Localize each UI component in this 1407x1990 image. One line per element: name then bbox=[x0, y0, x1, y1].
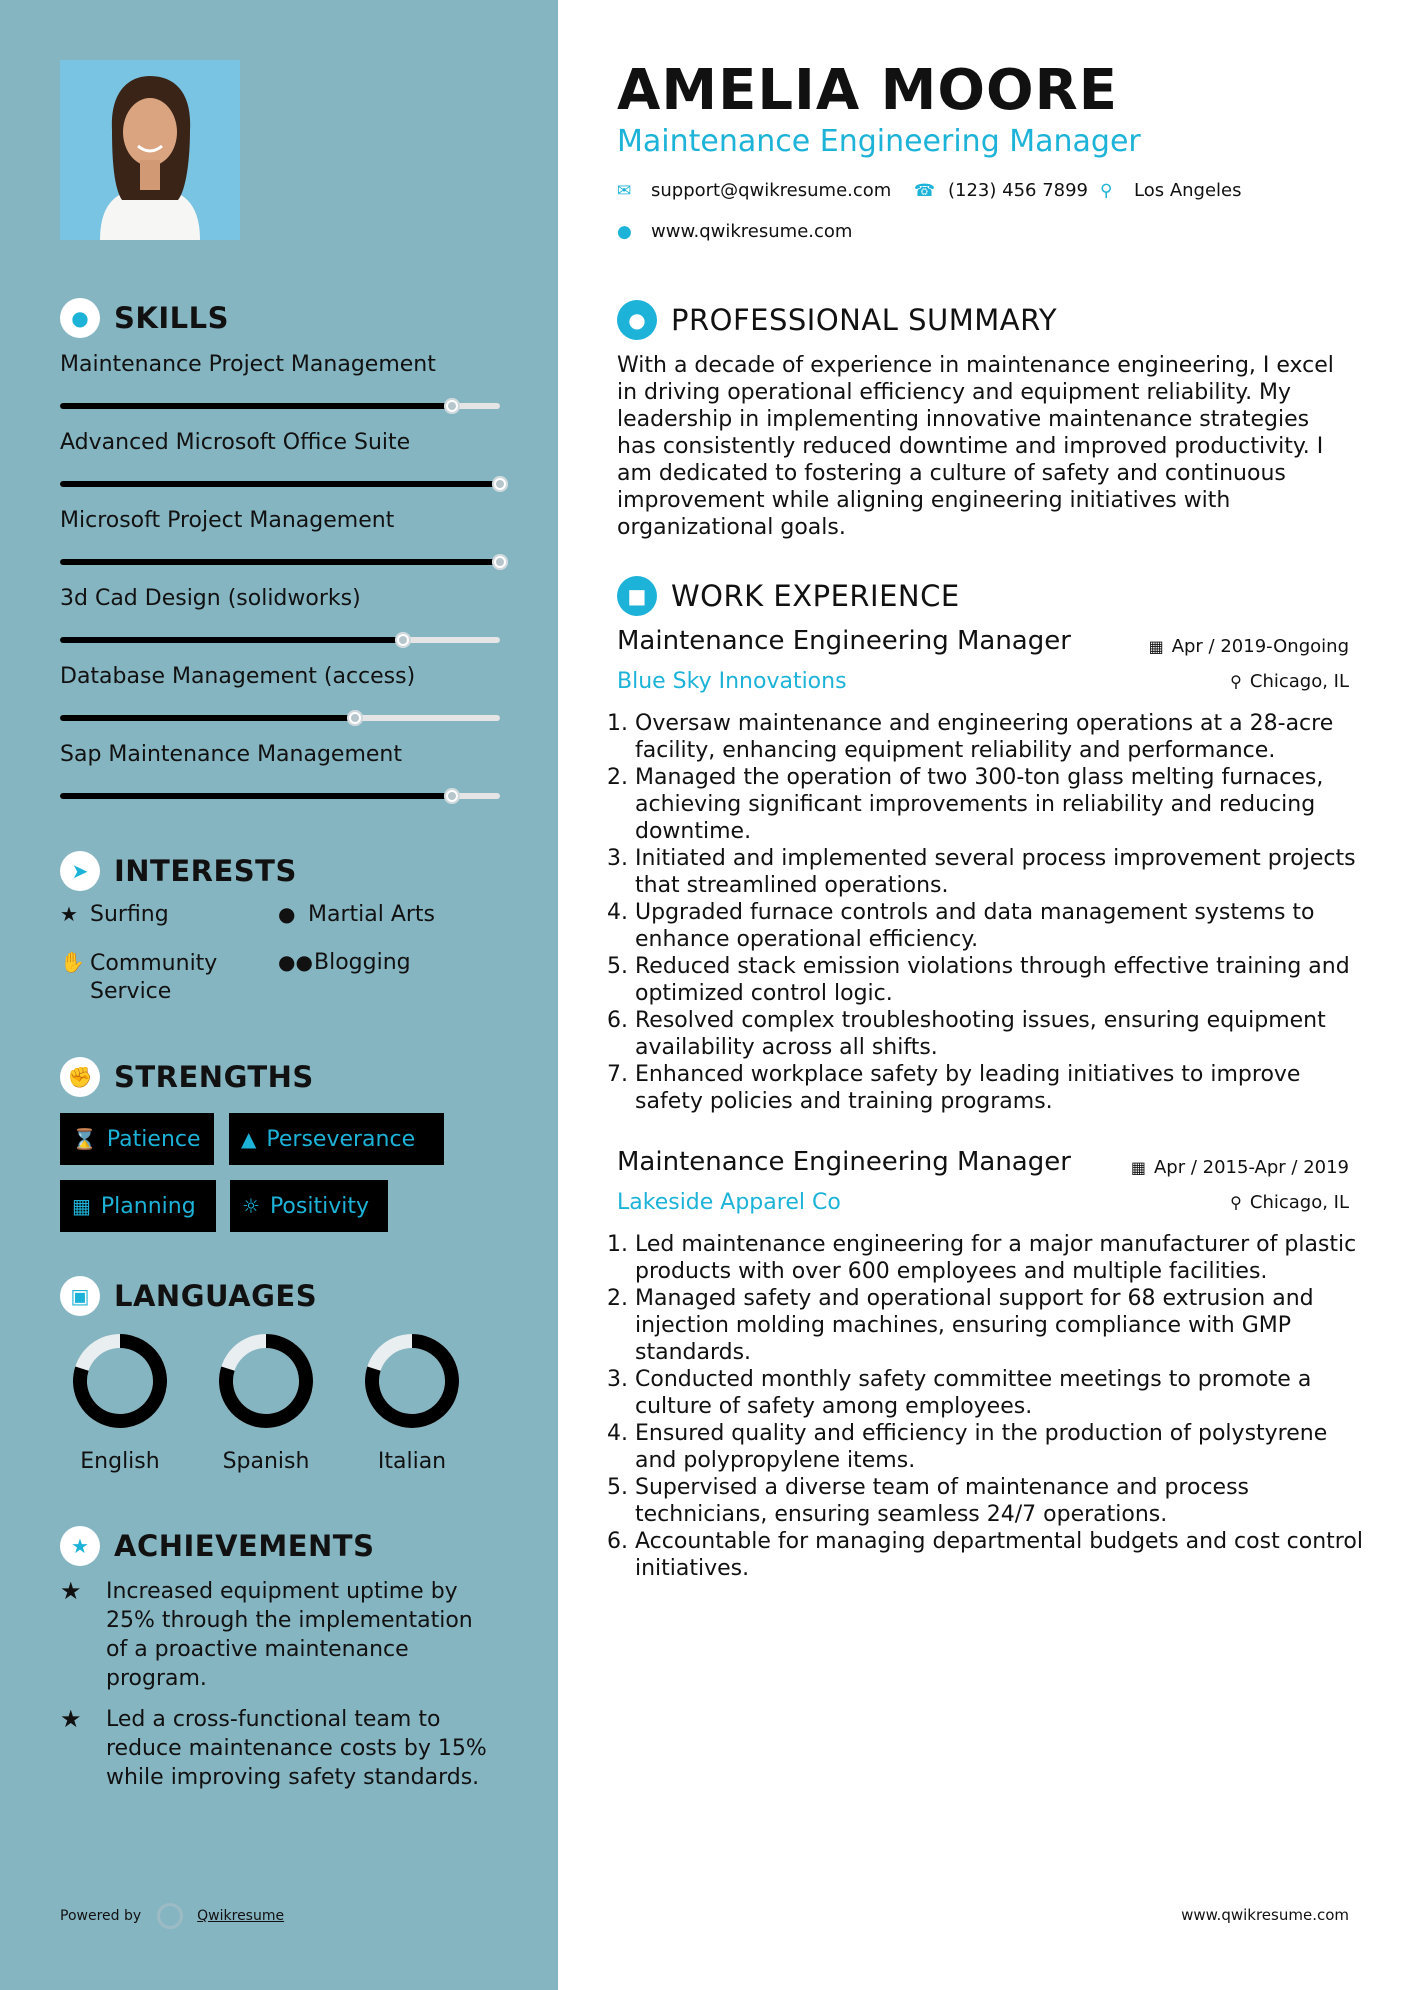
experience-heading bbox=[617, 576, 960, 616]
sun-icon: ☼ bbox=[242, 1194, 260, 1218]
pushpin-icon: ⚲ bbox=[1230, 672, 1242, 691]
qwikresume-logo-icon bbox=[157, 1903, 183, 1929]
star-badge-icon: ★ bbox=[60, 1526, 100, 1566]
bullet-item: 6. Resolved complex troubleshooting issues, ensuring equipment availability across all shifts. bbox=[635, 1007, 1375, 1061]
bullet-item: 1. Led maintenance engineering for a major manufacturer of plastic products with over 600 employees and multiple facilities. bbox=[635, 1231, 1375, 1285]
location-text: Los Angeles bbox=[1134, 180, 1242, 201]
briefcase-icon: ■ bbox=[617, 576, 657, 616]
job-dates bbox=[1131, 1157, 1349, 1178]
job-company: Lakeside Apparel Co bbox=[617, 1190, 841, 1215]
job-dates-text: Apr / 2019-Ongoing bbox=[1171, 636, 1349, 657]
language-label: Spanish bbox=[222, 1449, 310, 1474]
summary-title: PROFESSIONAL SUMMARY bbox=[671, 303, 1058, 337]
interests-heading bbox=[60, 851, 297, 891]
skill-item bbox=[60, 742, 500, 767]
bullet-item: 3. Initiated and implemented several process improvement projects that streamlined operations. bbox=[635, 845, 1375, 899]
language-label: English bbox=[80, 1449, 160, 1474]
skill-bar-knob bbox=[492, 476, 508, 492]
job-bullets bbox=[617, 1231, 1375, 1582]
powered-by bbox=[60, 1903, 284, 1929]
envelope-icon: ✉ bbox=[617, 180, 632, 201]
job-title: Maintenance Engineering Manager bbox=[617, 1147, 1071, 1177]
profile-photo bbox=[60, 60, 240, 240]
strength-label: Planning bbox=[100, 1193, 196, 1219]
interest-item bbox=[278, 950, 411, 975]
powered-by-label: Powered by bbox=[60, 1908, 142, 1924]
phone-text: (123) 456 7899 bbox=[948, 180, 1089, 201]
contact-website[interactable] bbox=[617, 221, 852, 242]
skill-label: Database Management (access) bbox=[60, 664, 416, 689]
skill-bar-knob bbox=[395, 632, 411, 648]
shooting-star-icon: ★ bbox=[60, 1705, 82, 1733]
interest-label: Blogging bbox=[314, 950, 411, 975]
interest-item bbox=[278, 902, 435, 927]
skill-bar bbox=[60, 481, 500, 487]
summary-heading bbox=[617, 300, 1057, 340]
skill-bar-fill bbox=[60, 637, 403, 643]
job-bullets bbox=[617, 710, 1375, 1115]
bullet-item: 6. Accountable for managing departmental budgets and cost control initiatives. bbox=[635, 1528, 1375, 1582]
skill-bar-fill bbox=[60, 403, 452, 409]
achievement-item bbox=[60, 1577, 500, 1693]
bullet-item: 2. Managed the operation of two 300-ton glass melting furnaces, achieving significant improvements in reliability and reducing downtime. bbox=[635, 764, 1375, 845]
job-location-text: Chicago, IL bbox=[1249, 1192, 1349, 1213]
language-item bbox=[60, 1331, 180, 1474]
interests-title: INTERESTS bbox=[114, 854, 297, 888]
interest-item bbox=[60, 902, 169, 927]
skill-bar bbox=[60, 559, 500, 565]
job-company: Blue Sky Innovations bbox=[617, 669, 847, 694]
skill-bar-fill bbox=[60, 793, 452, 799]
bullet-item: 1. Oversaw maintenance and engineering operations at a 28-acre facility, enhancing equipment reliability and performance. bbox=[635, 710, 1375, 764]
footer-url[interactable]: www.qwikresume.com bbox=[1181, 1906, 1349, 1924]
skill-bar bbox=[60, 715, 500, 721]
language-label: Italian bbox=[377, 1449, 447, 1474]
skill-bar-knob bbox=[347, 710, 363, 726]
strength-tag bbox=[60, 1113, 214, 1165]
skill-bar-knob bbox=[492, 554, 508, 570]
bullet-item: 4. Upgraded furnace controls and data management systems to enhance operational efficiency. bbox=[635, 899, 1375, 953]
email-text: support@qwikresume.com bbox=[651, 180, 892, 201]
skill-item bbox=[60, 352, 500, 377]
skills-title: SKILLS bbox=[114, 301, 229, 335]
strength-tag bbox=[229, 1113, 444, 1165]
skill-bar bbox=[60, 637, 500, 643]
skill-bar bbox=[60, 403, 500, 409]
skill-bar-fill bbox=[60, 715, 355, 721]
website-text: www.qwikresume.com bbox=[651, 221, 853, 242]
strength-label: Perseverance bbox=[266, 1126, 416, 1152]
contact-email[interactable] bbox=[617, 180, 891, 201]
contact-location bbox=[1100, 180, 1242, 201]
binoculars-icon: ▲ bbox=[241, 1127, 257, 1151]
language-item bbox=[352, 1331, 472, 1474]
qwikresume-link[interactable]: Qwikresume bbox=[197, 1908, 285, 1924]
bullet-item: 5. Supervised a diverse team of maintenance and process technicians, ensuring seamless 24/7 operations. bbox=[635, 1474, 1375, 1528]
job-location-text: Chicago, IL bbox=[1249, 671, 1349, 692]
calendar-icon: ▦ bbox=[72, 1194, 91, 1218]
languages-heading bbox=[60, 1276, 317, 1316]
skill-label: Maintenance Project Management bbox=[60, 352, 436, 377]
fist-icon: ✊ bbox=[60, 1057, 100, 1097]
skill-label: Sap Maintenance Management bbox=[60, 742, 402, 767]
strength-label: Positivity bbox=[269, 1193, 369, 1219]
skill-bar-fill bbox=[60, 559, 500, 565]
achievement-item bbox=[60, 1705, 500, 1792]
id-card-icon: ▣ bbox=[60, 1276, 100, 1316]
skill-label: 3d Cad Design (solidworks) bbox=[60, 586, 361, 611]
map-pin-icon: ⚲ bbox=[1100, 180, 1113, 201]
experience-title: WORK EXPERIENCE bbox=[671, 579, 960, 613]
skill-item bbox=[60, 430, 500, 455]
achievements-title: ACHIEVEMENTS bbox=[114, 1529, 375, 1563]
achievement-text: Led a cross-functional team to reduce maintenance costs by 15% while improving safety standards. bbox=[106, 1707, 487, 1790]
skill-label: Microsoft Project Management bbox=[60, 508, 395, 533]
skill-bar-knob bbox=[444, 398, 460, 414]
bullet-item: 2. Managed safety and operational support for 68 extrusion and injection molding machines, ensuring compliance with GMP standards. bbox=[635, 1285, 1375, 1366]
shooting-star-icon: ★ bbox=[60, 1577, 82, 1605]
skill-bar bbox=[60, 793, 500, 799]
strength-label: Patience bbox=[106, 1126, 201, 1152]
job-location bbox=[1230, 1192, 1349, 1213]
skill-label: Advanced Microsoft Office Suite bbox=[60, 430, 411, 455]
strength-tag bbox=[60, 1180, 216, 1232]
job-title: Maintenance Engineering Manager bbox=[617, 626, 1071, 656]
strengths-title: STRENGTHS bbox=[114, 1060, 314, 1094]
skill-item bbox=[60, 664, 500, 689]
sidebar bbox=[0, 0, 558, 1990]
hourglass-icon: ⌛ bbox=[72, 1127, 97, 1151]
summary-text: With a decade of experience in maintenance engineering, I excel in driving operational efficiency and equipment reliability. My leadership in implementing innovative maintenance strategies has consistently reduced downtime and improved productivity. I am dedicated to fostering a culture of safety and continuous improvement while aligning engineering initiatives with organizational goals. bbox=[617, 353, 1334, 540]
users-icon: ●● bbox=[278, 950, 313, 974]
job-dates-text: Apr / 2015-Apr / 2019 bbox=[1153, 1157, 1349, 1178]
interest-label: Community Service bbox=[90, 951, 218, 1004]
skill-item bbox=[60, 508, 500, 533]
interest-label: Martial Arts bbox=[308, 902, 436, 927]
calendar-icon: ▦ bbox=[1130, 1158, 1146, 1177]
bullet-item: 5. Reduced stack emission violations through effective training and optimized control logic. bbox=[635, 953, 1375, 1007]
interest-label: Surfing bbox=[90, 902, 169, 927]
candidate-title: Maintenance Engineering Manager bbox=[617, 124, 1141, 159]
skill-item bbox=[60, 586, 500, 611]
job-location bbox=[1230, 671, 1349, 692]
star-icon: ★ bbox=[60, 902, 78, 926]
achievements-heading bbox=[60, 1526, 374, 1566]
strength-tag bbox=[230, 1180, 388, 1232]
achievement-text: Increased equipment uptime by 25% through the implementation of a proactive maintenance program. bbox=[106, 1579, 473, 1691]
hand-icon: ✋ bbox=[60, 950, 85, 974]
skills-heading bbox=[60, 298, 229, 338]
bullet-item: 4. Ensured quality and efficiency in the production of polystyrene and polypropylene items. bbox=[635, 1420, 1375, 1474]
skill-bar-fill bbox=[60, 481, 500, 487]
phone-icon: ☎ bbox=[914, 180, 936, 201]
language-item bbox=[206, 1331, 326, 1474]
lightbulb-icon: ● bbox=[60, 298, 100, 338]
skill-bar-knob bbox=[444, 788, 460, 804]
pushpin-icon: ⚲ bbox=[1230, 1193, 1242, 1212]
user-icon: ● bbox=[617, 300, 657, 340]
bullet-item: 3. Conducted monthly safety committee meetings to promote a culture of safety among employees. bbox=[635, 1366, 1375, 1420]
globe-icon: ● bbox=[617, 221, 632, 242]
paper-plane-icon: ➤ bbox=[60, 851, 100, 891]
language-ring bbox=[362, 1331, 462, 1431]
contact-phone[interactable] bbox=[914, 180, 1088, 201]
languages-title: LANGUAGES bbox=[114, 1279, 318, 1313]
language-ring bbox=[70, 1331, 170, 1431]
calendar-icon: ▦ bbox=[1148, 637, 1164, 656]
globe-icon: ● bbox=[278, 902, 296, 926]
candidate-name: AMELIA MOORE bbox=[617, 58, 1118, 123]
bullet-item: 7. Enhanced workplace safety by leading initiatives to improve safety policies and training programs. bbox=[635, 1061, 1375, 1115]
strengths-heading bbox=[60, 1057, 314, 1097]
interest-item bbox=[60, 950, 260, 1006]
job-dates bbox=[1149, 636, 1349, 657]
language-ring bbox=[216, 1331, 316, 1431]
